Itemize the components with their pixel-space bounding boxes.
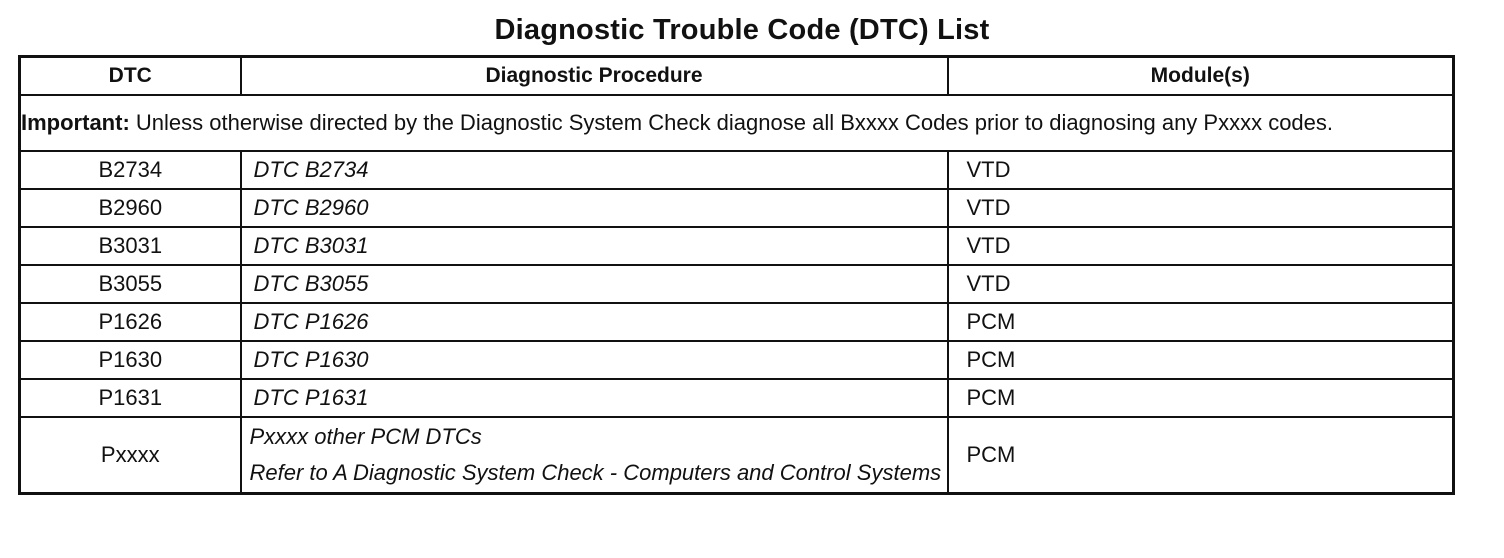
dtc-code: B2960 xyxy=(20,189,241,227)
important-note xyxy=(20,95,1454,151)
table-row xyxy=(20,265,1454,303)
procedure-link[interactable]: DTC P1630 xyxy=(241,341,948,379)
dtc-code: Pxxxx xyxy=(20,417,241,494)
dtc-code: B2734 xyxy=(20,151,241,189)
table-row xyxy=(20,227,1454,265)
procedure-text: Pxxxx other PCM DTCs xyxy=(249,424,482,449)
important-text: Unless otherwise directed by the Diagnostic System Check diagnose all Bxxxx Codes prior to diagnosing any Pxxxx codes. xyxy=(129,110,1334,135)
table-row xyxy=(20,417,1454,494)
column-header-dtc: DTC xyxy=(20,57,241,96)
procedure-link[interactable]: DTC B2960 xyxy=(241,189,948,227)
refer-suffix: - Computers and Control Systems xyxy=(603,460,942,485)
table-row xyxy=(20,341,1454,379)
procedure-cell xyxy=(241,417,948,494)
module-value: VTD xyxy=(948,151,1454,189)
important-note-row xyxy=(20,95,1454,151)
procedure-link[interactable]: A Diagnostic System Check xyxy=(333,460,604,485)
dtc-code: B3031 xyxy=(20,227,241,265)
dtc-table xyxy=(18,55,1455,495)
procedure-link[interactable]: DTC P1631 xyxy=(241,379,948,417)
procedure-reference xyxy=(250,460,947,486)
header-row xyxy=(20,57,1454,96)
module-value: PCM xyxy=(948,417,1454,494)
dtc-code: P1626 xyxy=(20,303,241,341)
module-value: VTD xyxy=(948,265,1454,303)
table-row xyxy=(20,151,1454,189)
procedure-link[interactable]: DTC B3055 xyxy=(241,265,948,303)
page-title: Diagnostic Trouble Code (DTC) List xyxy=(494,14,990,46)
module-value: VTD xyxy=(948,189,1454,227)
important-label: Important: xyxy=(21,110,130,135)
column-header-procedure: Diagnostic Procedure xyxy=(241,57,948,96)
procedure-link[interactable]: DTC P1626 xyxy=(241,303,948,341)
refer-prefix: Refer to xyxy=(249,460,334,485)
procedure-link[interactable]: DTC B3031 xyxy=(241,227,948,265)
dtc-code: P1631 xyxy=(20,379,241,417)
dtc-code: P1630 xyxy=(20,341,241,379)
module-value: PCM xyxy=(948,379,1454,417)
module-value: VTD xyxy=(948,227,1454,265)
table-row xyxy=(20,189,1454,227)
module-value: PCM xyxy=(948,303,1454,341)
column-header-modules: Module(s) xyxy=(948,57,1454,96)
procedure-link[interactable]: DTC B2734 xyxy=(241,151,948,189)
table-row xyxy=(20,379,1454,417)
module-value: PCM xyxy=(948,341,1454,379)
dtc-code: B3055 xyxy=(20,265,241,303)
table-row xyxy=(20,303,1454,341)
